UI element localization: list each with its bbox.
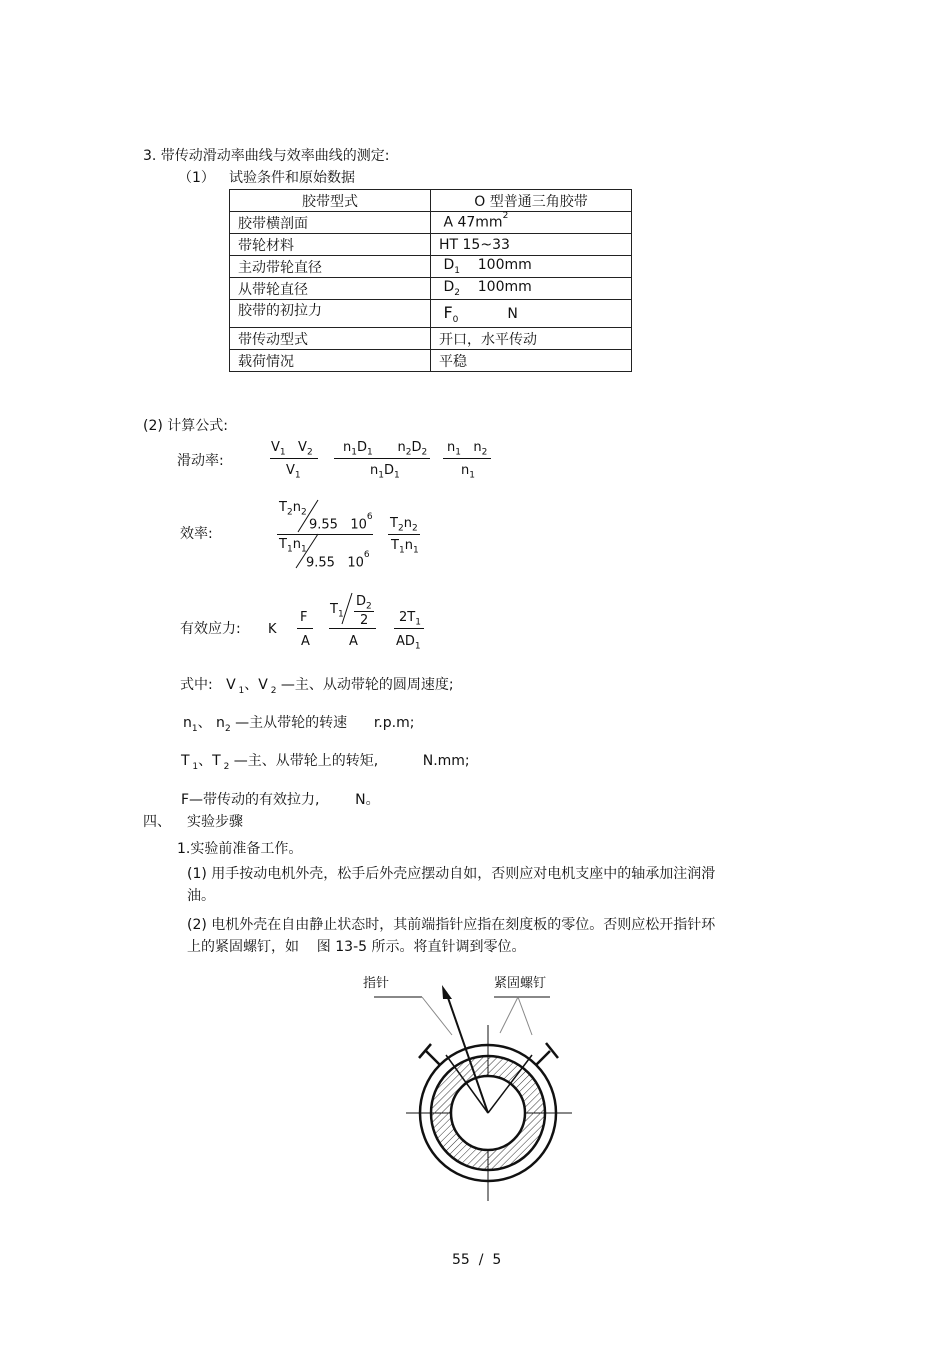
section-heading: 3. 带传动滑动率曲线与效率曲线的测定: bbox=[143, 148, 390, 164]
table-cell-value: $D_1$ 100mm bbox=[431, 256, 632, 278]
slip-frac2-denominator: $n_1D_1$ bbox=[370, 463, 400, 481]
eff-denominator-top: $T_1n_1$ bbox=[279, 537, 307, 555]
slip-frac1-denominator: $V_1$ bbox=[286, 463, 301, 481]
fraction-bar bbox=[354, 611, 374, 612]
subsection-number: （1） bbox=[178, 170, 215, 186]
stress-d2: $D_2$ bbox=[356, 594, 372, 612]
table-cell-label: 带轮材料 bbox=[230, 234, 431, 256]
fraction-bar bbox=[388, 534, 420, 535]
page-number: 55 / 5 bbox=[452, 1252, 502, 1268]
table-cell-value: HT 15~33 bbox=[431, 234, 632, 256]
stress-a-denominator: A bbox=[349, 634, 358, 649]
stress-2t1: $2T_1$ bbox=[399, 610, 421, 628]
efficiency-label: 效率: bbox=[180, 526, 213, 542]
slip-rate-label: 滑动率: bbox=[177, 453, 224, 469]
stress-two: 2 bbox=[360, 613, 369, 628]
slip-frac2-numerator: $n_1D_1$ $n_2D_2$ bbox=[343, 440, 428, 458]
note-torque: T $_1$、T $_2$ —主、从带轮上的转矩, N.mm; bbox=[181, 753, 470, 772]
eff-result-numerator: $T_2n_2$ bbox=[390, 516, 418, 534]
fraction-bar bbox=[277, 534, 373, 535]
eff-numerator-top: $T_2n_2$ bbox=[279, 500, 307, 518]
table-cell-value: 开口，水平传动 bbox=[431, 328, 632, 350]
table-cell-label: 从带轮直径 bbox=[230, 278, 431, 300]
step1-para1-line1: (1) 用手按动电机外壳，松手后外壳应摆动自如，否则应对电机支座中的轴承加注润滑 bbox=[187, 866, 716, 882]
fraction-bar bbox=[443, 458, 491, 459]
fraction-bar bbox=[329, 628, 376, 629]
stress-f-numerator: F bbox=[300, 610, 308, 625]
note-force: F—带传动的有效拉力, N。 bbox=[181, 792, 380, 808]
section4-number: 四、 bbox=[143, 814, 171, 830]
section4-title: 实验步骤 bbox=[187, 814, 243, 830]
pointer-ring-diagram bbox=[360, 975, 590, 1205]
note-velocity: 式中: V $_1$、V $_2$ —主、从动带轮的圆周速度; bbox=[180, 677, 454, 696]
fraction-bar bbox=[394, 628, 424, 629]
table-row bbox=[230, 278, 632, 300]
table-header-cell: O 型普通三角胶带 bbox=[431, 190, 632, 212]
fraction-bar bbox=[334, 458, 430, 459]
table-cell-value: $D_2$ 100mm bbox=[431, 278, 632, 300]
stress-f-denominator: A bbox=[301, 634, 310, 649]
table-row bbox=[230, 212, 632, 234]
table-row bbox=[230, 234, 632, 256]
stress-slash bbox=[340, 592, 354, 626]
stress-label: 有效应力: bbox=[180, 621, 241, 637]
eff-result-denominator: $T_1n_1$ bbox=[391, 538, 419, 556]
eff-denominator-constant: 9.55 $10^6$ bbox=[306, 550, 370, 571]
note-speed: $n_1$、 $n_2$ —主从带轮的转速 r.p.m; bbox=[183, 715, 415, 734]
table-cell-label: 胶带横剖面 bbox=[230, 212, 431, 234]
step1-para2-line2: 上的紧固螺钉，如 图 13-5 所示。将直针调到零位。 bbox=[187, 939, 526, 955]
table-row bbox=[230, 300, 632, 328]
table-cell-value: 平稳 bbox=[431, 350, 632, 372]
slip-frac1-numerator: $V_1$ $V_2$ bbox=[271, 440, 313, 458]
table-cell-label: 胶带的初拉力 bbox=[230, 300, 431, 328]
table-cell-label: 主动带轮直径 bbox=[230, 256, 431, 278]
table-row bbox=[230, 328, 632, 350]
label-screw: 紧固螺钉 bbox=[494, 976, 547, 991]
parameters-table bbox=[229, 189, 632, 372]
table-row bbox=[230, 350, 632, 372]
step1-para1-line2: 油。 bbox=[187, 888, 215, 904]
subsection-title: 试验条件和原始数据 bbox=[229, 170, 355, 186]
table-header-row bbox=[230, 190, 632, 212]
slip-frac3-numerator: $n_1$ $n_2$ bbox=[447, 440, 488, 458]
fraction-bar bbox=[297, 628, 313, 629]
step1-heading: 1.实验前准备工作。 bbox=[177, 841, 303, 857]
stress-k: K bbox=[268, 622, 277, 637]
formulas-heading: (2) 计算公式: bbox=[143, 418, 228, 434]
table-cell-label: 载荷情况 bbox=[230, 350, 431, 372]
table-cell-value: $F_0$ N bbox=[431, 300, 632, 328]
table-cell-label: 带传动型式 bbox=[230, 328, 431, 350]
table-header-cell: 胶带型式 bbox=[230, 190, 431, 212]
stress-ad1: $AD_1$ bbox=[396, 634, 421, 652]
table-cell-value: A $47mm^2$ bbox=[431, 212, 632, 234]
eff-numerator-constant: 9.55 $10^6$ bbox=[309, 512, 373, 533]
fraction-bar bbox=[270, 458, 318, 459]
step1-para2-line1: (2) 电机外壳在自由静止状态时，其前端指针应指在刻度板的零位。否则应松开指针环 bbox=[187, 917, 716, 933]
stress-t1: $T_1$ bbox=[330, 602, 344, 620]
label-pointer: 指针 bbox=[363, 976, 390, 991]
slip-frac3-denominator: $n_1$ bbox=[461, 463, 475, 481]
table-row bbox=[230, 256, 632, 278]
